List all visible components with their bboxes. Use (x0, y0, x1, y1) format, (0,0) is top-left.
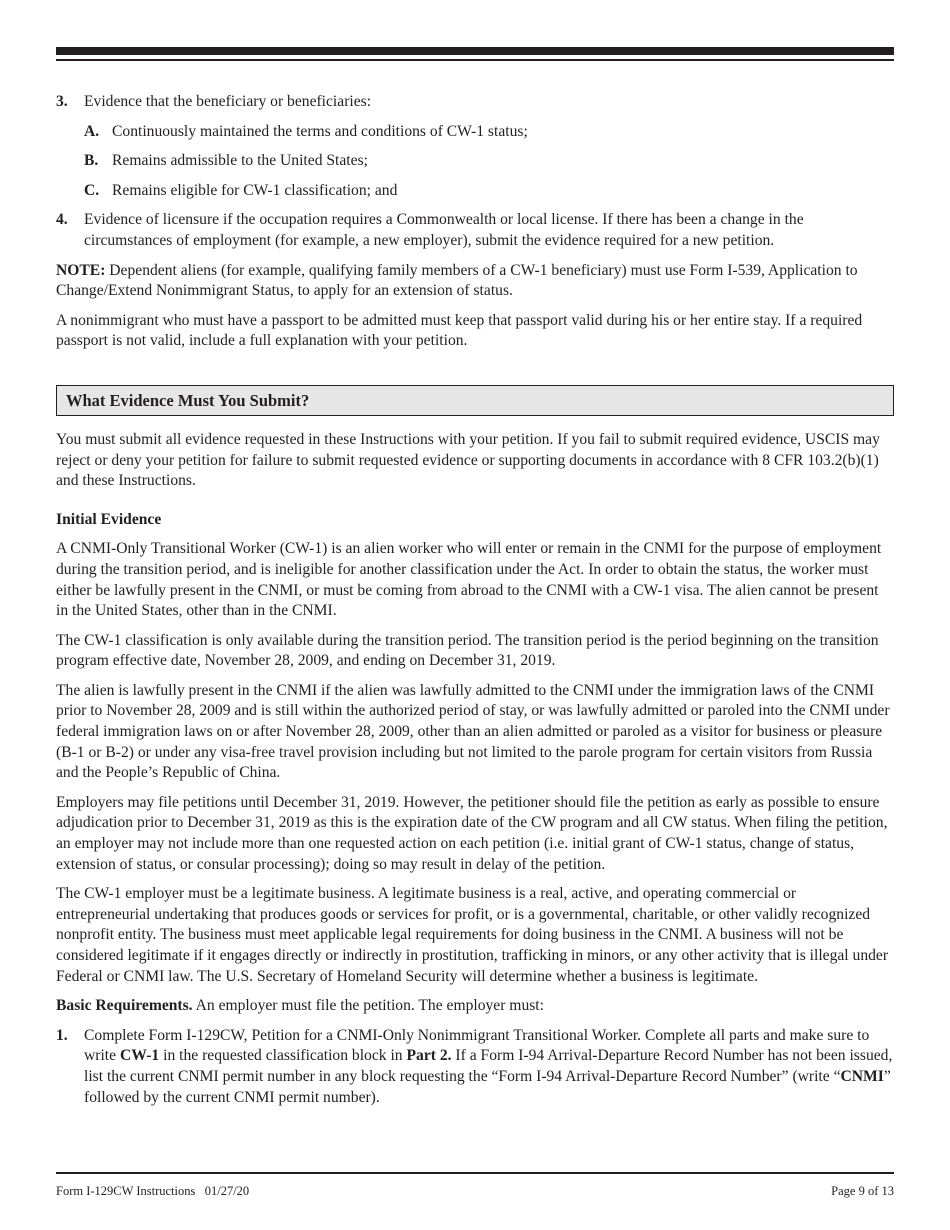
bold-run: Part 2. (406, 1047, 452, 1065)
note-text: Dependent aliens (for example, qualifying family members of a CW-1 beneficiary) must use Form I-539, Application to Change/Extend Nonimmigrant Status, to apply for an extension of status. (56, 261, 858, 300)
text-run: in the requested classification block in (159, 1047, 407, 1065)
section-header (56, 385, 894, 416)
requirement-item-1 (56, 1026, 894, 1108)
list-number: 4. (56, 211, 68, 229)
sub-item-a (56, 122, 894, 143)
basic-requirements-text: An employer must file the petition. The employer must: (192, 997, 544, 1015)
note-label: NOTE: (56, 261, 106, 279)
list-number: 1. (56, 1026, 68, 1044)
header-rule-thin (56, 59, 894, 61)
sub-item-text: Continuously maintained the terms and conditions of CW-1 status; (112, 122, 528, 140)
subheading-initial-evidence: Initial Evidence (56, 510, 162, 528)
text-run: If a Form I-94 Arrival-Departure Record Number has not been issued, list the current CNMI permit number in any block requesting the “Form I-94 Arrival-Departure Record Number” (write “ (84, 1047, 893, 1085)
page-content (56, 92, 894, 1108)
sub-item-text: Remains eligible for CW-1 classification; and (112, 181, 398, 199)
sub-item-text: Remains admissible to the United States; (112, 152, 368, 170)
section-title: What Evidence Must You Submit? (66, 390, 310, 410)
passport-paragraph: A nonimmigrant who must have a passport to be admitted must keep that passport valid during his or her entire stay. If a required passport is not valid, include a full explanation with your petition. (56, 311, 863, 350)
text-run: ” followed by the current CNMI permit number). (84, 1067, 891, 1106)
sub-item-letter: B. (84, 152, 99, 170)
basic-requirements-label: Basic Requirements. (56, 997, 193, 1015)
initial-evidence-paragraph-4: Employers may file petitions until December 31, 2019. However, the petitioner should file the petition as early as possible to ensure adjudication prior to December 31, 2019 as this is the expiration date of the CW program and all CW status. When filing the petition, an employer may not include more than one requested action on each petition (i.e. initial grant of CW-1 status, change of status, extension of status, or consular processing); doing so may result in delay of the petition. (56, 793, 888, 873)
initial-evidence-paragraph-1: A CNMI-Only Transitional Worker (CW-1) is an alien worker who will enter or remain in the CNMI for the purpose of employment during the transition period, and is ineligible for another classification under the Act. In order to obtain the status, the worker must either be lawfully present in the CNMI, or must be coming from abroad to the CNMI with a CW-1 visa. The alien cannot be present in the United States, other than in the CNMI. (56, 540, 882, 620)
requirement-item-text (84, 1026, 894, 1108)
sub-item-letter: C. (84, 181, 100, 199)
sub-item-c (56, 181, 894, 202)
footer-page-number: Page 9 of 13 (831, 1184, 894, 1198)
bold-run: CNMI (840, 1067, 884, 1085)
sub-item-letter: A. (84, 122, 100, 140)
note-paragraph (56, 261, 894, 302)
list-number: 3. (56, 93, 68, 110)
text-run: Complete Form I-129CW, Petition for a CNMI-Only Nonimmigrant Transitional Worker. Complete all parts and make sure to write (84, 1026, 870, 1065)
list-item-text: Evidence of licensure if the occupation requires a Commonwealth or local license. If there has been a change in the circumstances of employment (for example, a new employer), submit the evidence required for a new petition. (84, 211, 804, 249)
footer-rule (56, 1172, 894, 1174)
basic-requirements-paragraph (56, 996, 894, 1017)
section-intro: You must submit all evidence requested in these Instructions with your petition. If you fail to submit required evidence, USCIS may reject or deny your petition for failure to submit requested evidence or supporting documents in accordance with 8 CFR 103.2(b)(1) and these Instructions. (56, 430, 880, 490)
footer-form-label: Form I-129CW Instructions 01/27/20 (56, 1184, 250, 1198)
sub-item-b (56, 151, 894, 172)
list-item-4 (56, 210, 894, 251)
document-page (56, 0, 894, 1230)
initial-evidence-paragraph-5: The CW-1 employer must be a legitimate business. A legitimate business is a real, active, and operating commercial or entrepreneurial undertaking that produces goods or services for profit, or is a governmental, charitable, or other validly recognized nonprofit entity. The business must meet applicable legal requirements for doing business in the CNMI. A business will not be considered legitimate if it engages directly or indirectly in prostitution, trafficking in minors, or any other activity that is illegal under Federal or CNMI law. The U.S. Secretary of Homeland Security will determine whether a business is legitimate. (56, 885, 889, 985)
initial-evidence-paragraph-3: The alien is lawfully present in the CNMI if the alien was lawfully admitted to the CNMI under the immigration laws of the CNMI prior to November 28, 2009 and is still within the authorized period of stay, or was lawfully admitted or paroled into the CNMI under federal immigration laws on or after November 28, 2009, other than an alien admitted or paroled as a visitor for business or pleasure (B-1 or B-2) or under any visa-free travel provision including but not limited to the parole program for certain visitors from Russia and the People’s Republic of China. (56, 681, 890, 782)
list-item-text: Evidence that the beneficiary or beneficiaries: (84, 93, 372, 110)
initial-evidence-paragraph-2: The CW-1 classification is only available during the transition period. The transition period is the period beginning on the transition program effective date, November 28, 2009, and ending on December 31, 2019. (56, 631, 879, 670)
list-item-3 (56, 92, 894, 113)
bold-run: CW-1 (119, 1047, 160, 1065)
header-rule-thick (56, 47, 894, 55)
